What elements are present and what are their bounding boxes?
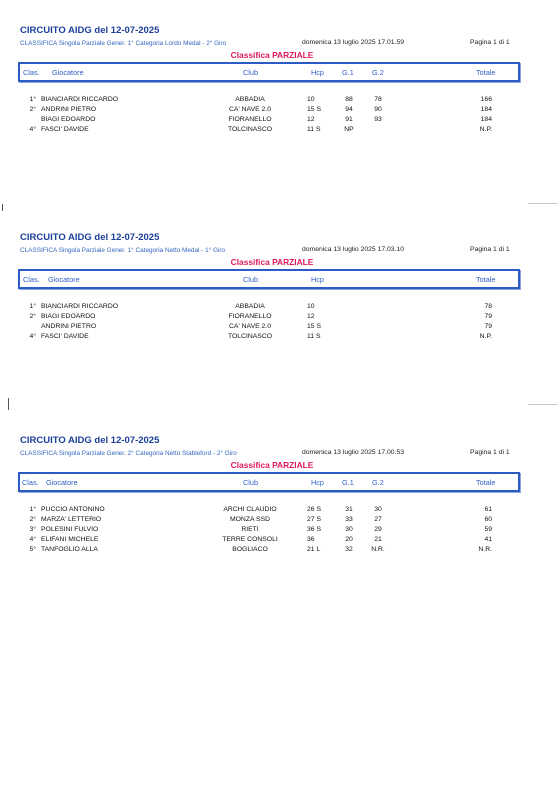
table-row xyxy=(0,505,558,515)
row-hcp: 27 S xyxy=(307,516,321,523)
row-player: BIANCIARDI RICCARDO xyxy=(41,303,119,310)
page-number: Pagina 1 di 1 xyxy=(470,449,510,456)
row-total: 78 xyxy=(484,303,492,310)
col-giocatore: Giocatore xyxy=(52,68,84,77)
row-club: CA' NAVE 2.0 xyxy=(229,106,271,113)
scan-mark xyxy=(2,204,3,211)
ranking-heading: Classifica PARZIALE xyxy=(230,257,314,267)
col-totale: Totale xyxy=(476,478,496,487)
col-g1: G.1 xyxy=(342,68,354,77)
col-g2: G.2 xyxy=(372,68,384,77)
row-club: TOLCINASCO xyxy=(227,126,273,133)
row-g1: 30 xyxy=(345,526,353,533)
row-position: 2° xyxy=(29,516,36,523)
row-g1: 32 xyxy=(345,546,353,553)
ranking-table xyxy=(0,95,558,135)
col-g1: G.1 xyxy=(342,478,354,487)
row-total: N.P. xyxy=(479,333,492,340)
print-date: domenica 13 luglio 2025 17.01.59 xyxy=(302,39,405,46)
row-position: 2° xyxy=(29,313,36,320)
row-total: 41 xyxy=(484,536,492,543)
row-position: 4° xyxy=(29,333,36,340)
row-club: FIORANELLO xyxy=(228,313,272,320)
row-player: FASCI' DAVIDE xyxy=(41,333,89,340)
print-date: domenica 13 luglio 2025 17.00.53 xyxy=(302,449,405,456)
col-hcp: Hcp xyxy=(311,68,324,77)
table-row xyxy=(0,95,558,105)
table-row xyxy=(0,312,558,322)
table-row xyxy=(0,125,558,135)
ranking-table xyxy=(0,302,558,342)
table-row xyxy=(0,515,558,525)
row-club: RIETI xyxy=(241,526,259,533)
column-header-box xyxy=(18,269,520,289)
row-player: MARZA' LETTERIO xyxy=(41,516,102,523)
row-total: N.P. xyxy=(479,126,492,133)
col-g2: G.2 xyxy=(372,478,384,487)
table-row xyxy=(0,525,558,535)
row-hcp: 36 xyxy=(307,536,315,543)
col-clas: Clas. xyxy=(23,275,40,284)
row-player: ANDRINI PIETRO xyxy=(41,323,97,330)
table-row xyxy=(0,115,558,125)
row-g1: 88 xyxy=(345,96,353,103)
row-player: PUCCIO ANTONINO xyxy=(41,506,105,513)
row-g2: 30 xyxy=(374,506,382,513)
row-club: ABBADIA xyxy=(235,96,265,103)
scan-divider-line xyxy=(528,203,558,204)
row-g2: 29 xyxy=(374,526,382,533)
row-hcp: 10 xyxy=(307,303,315,310)
row-position: 4° xyxy=(29,536,36,543)
row-club: CA' NAVE 2.0 xyxy=(229,323,271,330)
row-g1: 94 xyxy=(345,106,353,113)
col-club: Club xyxy=(243,478,259,487)
print-date: domenica 13 luglio 2025 17.03.10 xyxy=(302,246,405,253)
row-g1: 20 xyxy=(345,536,353,543)
col-club: Club xyxy=(243,68,259,77)
row-position: 5° xyxy=(29,546,36,553)
row-g1: 91 xyxy=(345,116,353,123)
row-player: FASCI' DAVIDE xyxy=(41,126,89,133)
row-club: TERRE CONSOLI xyxy=(222,536,278,543)
row-g2: 78 xyxy=(374,96,382,103)
row-total: 59 xyxy=(484,526,492,533)
row-total: 184 xyxy=(480,116,492,123)
row-total: 184 xyxy=(480,106,492,113)
row-hcp: 11 S xyxy=(307,126,321,133)
col-hcp: Hcp xyxy=(311,275,324,284)
col-giocatore: Giocatore xyxy=(48,275,80,284)
row-hcp: 21 L xyxy=(307,546,321,553)
table-row xyxy=(0,302,558,312)
row-total: 79 xyxy=(484,323,492,330)
row-club: BOGLIACO xyxy=(232,546,268,553)
row-player: TANFOGLIO ALLA xyxy=(41,546,98,553)
row-position: 4° xyxy=(29,126,36,133)
row-g2: 27 xyxy=(374,516,382,523)
ranking-table xyxy=(0,505,558,555)
ranking-heading: Classifica PARZIALE xyxy=(230,50,314,60)
row-player: ELIFANI MICHELE xyxy=(41,536,99,543)
col-giocatore: Giocatore xyxy=(46,478,78,487)
section-subtitle: CLASSIFICA Singola Parziale Gener. 1° Categoria Netto Medal - 1° Giro xyxy=(20,247,226,254)
row-g1: 33 xyxy=(345,516,353,523)
col-club: Club xyxy=(243,275,259,284)
row-club: MONZA SSD xyxy=(229,516,271,523)
row-hcp: 12 xyxy=(307,313,315,320)
table-row xyxy=(0,105,558,115)
row-player: BIANCIARDI RICCARDO xyxy=(41,96,119,103)
row-total: 60 xyxy=(484,516,492,523)
section-title: CIRCUITO AIDG del 12-07-2025 xyxy=(20,435,160,446)
col-hcp: Hcp xyxy=(311,478,324,487)
table-row xyxy=(0,535,558,545)
row-hcp: 36 S xyxy=(307,526,321,533)
row-hcp: 11 S xyxy=(307,333,321,340)
row-position: 1° xyxy=(29,506,36,513)
row-club: TOLCINASCO xyxy=(227,333,273,340)
row-hcp: 15 S xyxy=(307,106,321,113)
row-hcp: 15 S xyxy=(307,323,321,330)
row-g2: N.R. xyxy=(371,546,385,553)
section-title: CIRCUITO AIDG del 12-07-2025 xyxy=(20,232,160,243)
row-g1: NP xyxy=(344,126,354,133)
row-position: 3° xyxy=(29,526,36,533)
row-player: BIAGI EDOARDO xyxy=(41,313,96,320)
section-subtitle: CLASSIFICA Singola Parziale Gener. 2° Categoria Netto Stableford - 2° Giro xyxy=(20,450,237,457)
row-position: 2° xyxy=(29,106,36,113)
table-row xyxy=(0,332,558,342)
column-header-box xyxy=(18,62,520,82)
page-number: Pagina 1 di 1 xyxy=(470,39,510,46)
section-title: CIRCUITO AIDG del 12-07-2025 xyxy=(20,25,160,36)
row-club: FIORANELLO xyxy=(228,116,272,123)
row-position: 1° xyxy=(29,303,36,310)
col-clas: Clas. xyxy=(22,478,39,487)
row-club: ABBADIA xyxy=(235,303,265,310)
section-subtitle: CLASSIFICA Singola Parziale Gener. 1° Categoria Lordo Medal - 2° Giro xyxy=(20,40,227,47)
row-player: BIAGI EDOARDO xyxy=(41,116,96,123)
row-total: N.R. xyxy=(478,546,492,553)
row-player: POLESINI FULVIO xyxy=(41,526,99,533)
row-hcp: 12 xyxy=(307,116,315,123)
scan-divider-line xyxy=(528,404,558,405)
scan-mark xyxy=(8,398,9,410)
row-position: 1° xyxy=(29,96,36,103)
row-total: 61 xyxy=(484,506,492,513)
ranking-heading: Classifica PARZIALE xyxy=(230,460,314,470)
row-club: ARCHI CLAUDIO xyxy=(223,506,277,513)
table-row xyxy=(0,322,558,332)
col-clas: Clas. xyxy=(23,68,40,77)
row-player: ANDRINI PIETRO xyxy=(41,106,97,113)
row-g2: 93 xyxy=(374,116,382,123)
row-total: 166 xyxy=(480,96,492,103)
row-g1: 31 xyxy=(345,506,353,513)
table-row xyxy=(0,545,558,555)
row-total: 79 xyxy=(484,313,492,320)
row-g2: 21 xyxy=(374,536,382,543)
col-totale: Totale xyxy=(476,275,496,284)
column-header-box xyxy=(18,472,520,492)
page-number: Pagina 1 di 1 xyxy=(470,246,510,253)
row-hcp: 10 xyxy=(307,96,315,103)
row-g2: 90 xyxy=(374,106,382,113)
col-totale: Totale xyxy=(476,68,496,77)
row-hcp: 26 S xyxy=(307,506,321,513)
